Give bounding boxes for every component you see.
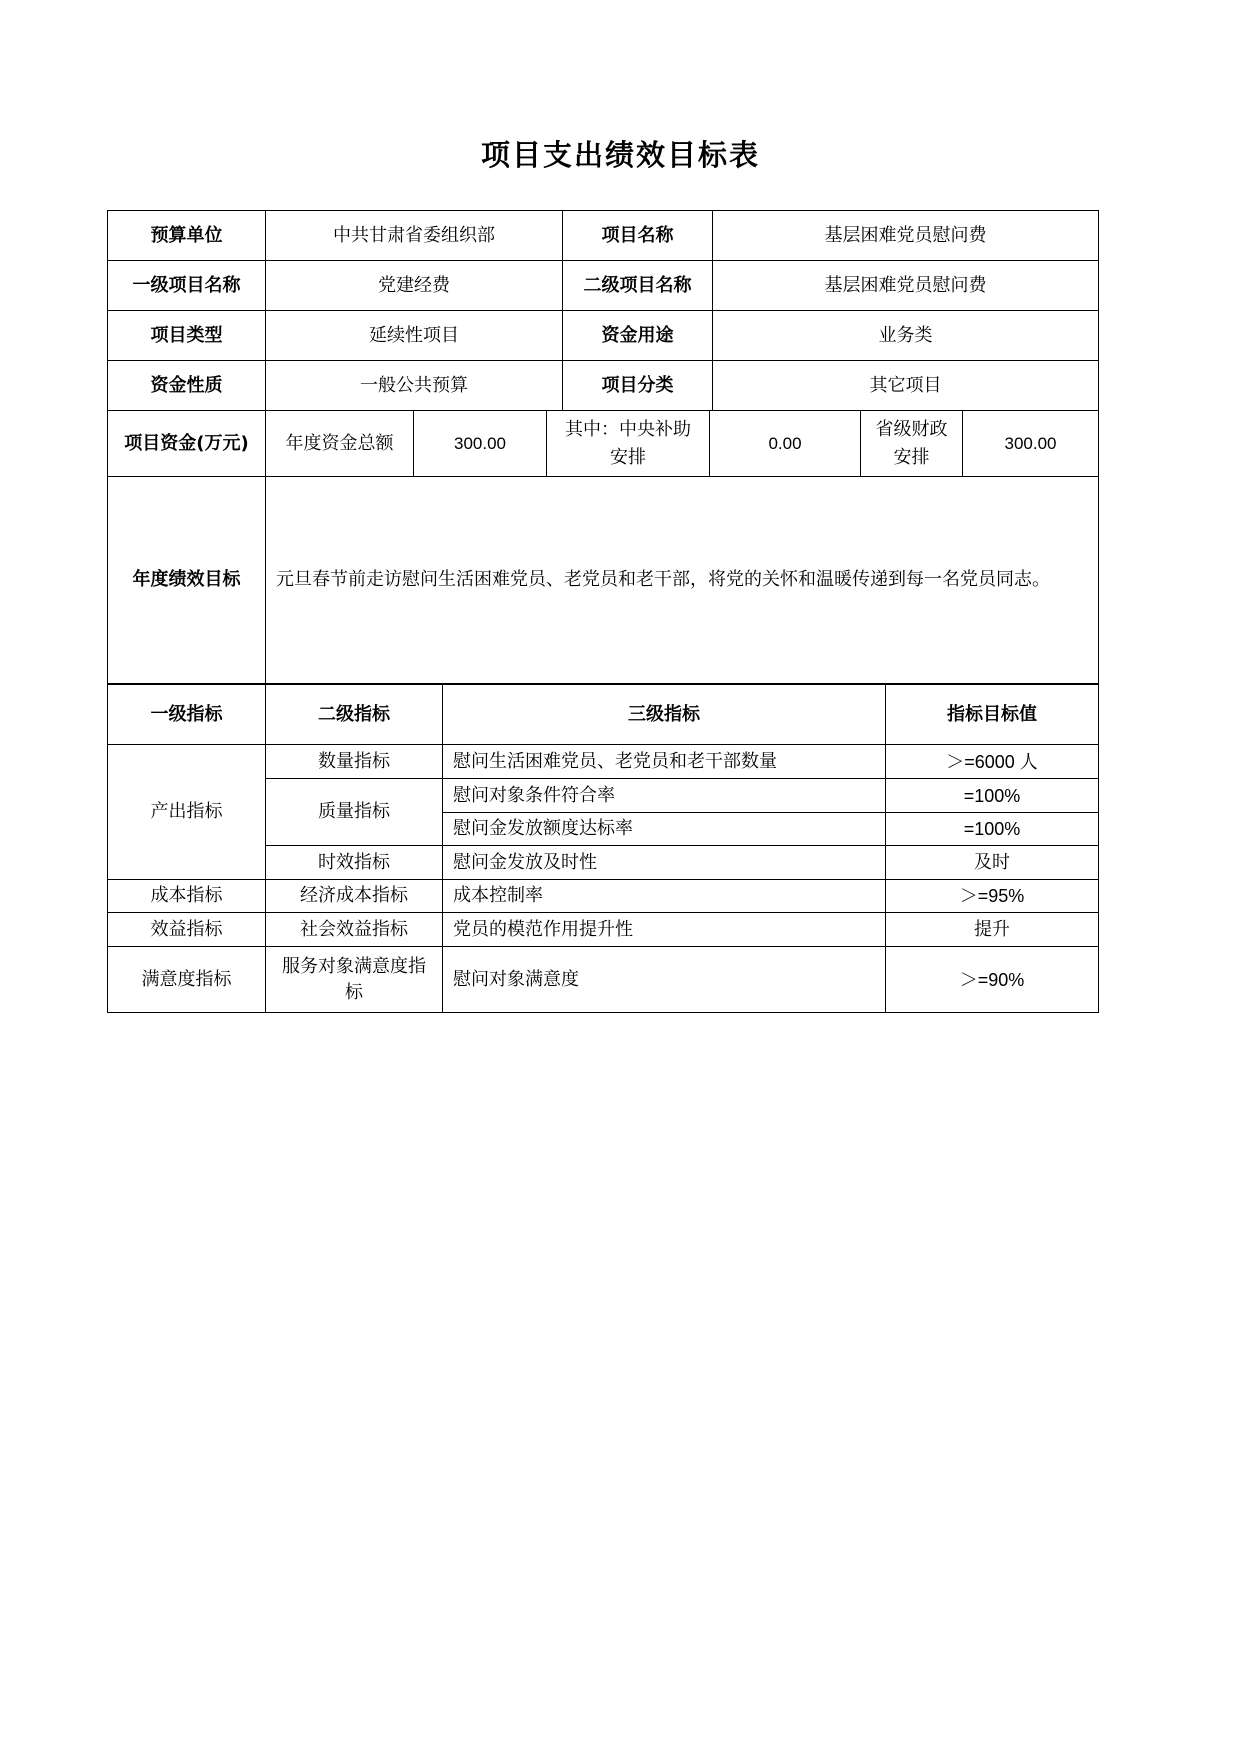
central-subsidy-label bbox=[547, 411, 710, 477]
provincial-label-line2: 安排 bbox=[893, 446, 930, 468]
quality-level2: 质量指标 bbox=[266, 779, 443, 846]
benefit-level2: 社会效益指标 bbox=[266, 913, 443, 947]
level2-name-label: 二级项目名称 bbox=[563, 261, 713, 311]
header-level3: 三级指标 bbox=[443, 685, 886, 745]
annual-goal-label: 年度绩效目标 bbox=[108, 477, 266, 684]
satisfaction-level2-line1: 服务对象满意度指 bbox=[282, 955, 426, 977]
quality-level3-b: 慰问金发放额度达标率 bbox=[443, 813, 886, 846]
table-row bbox=[108, 211, 1099, 261]
table-row bbox=[108, 361, 1099, 411]
table-row bbox=[108, 745, 1099, 779]
provincial-label bbox=[861, 411, 963, 477]
annual-goal-value: 元旦春节前走访慰问生活困难党员、老党员和老干部，将党的关怀和温暖传递到每一名党员同志。 bbox=[266, 477, 1099, 684]
project-category-value: 其它项目 bbox=[713, 361, 1099, 411]
central-subsidy-label-line1: 其中：中央补助 bbox=[565, 418, 691, 440]
satisfaction-target: ＞=90% bbox=[886, 947, 1099, 1013]
table-row bbox=[108, 411, 1099, 477]
table-row bbox=[108, 477, 1099, 684]
fund-use-value: 业务类 bbox=[713, 311, 1099, 361]
table-row bbox=[108, 880, 1099, 913]
satisfaction-level2-line2: 标 bbox=[345, 981, 363, 1003]
quantity-target: ＞=6000 人 bbox=[886, 745, 1099, 779]
project-info-table bbox=[107, 210, 1099, 684]
satisfaction-level3: 慰问对象满意度 bbox=[443, 947, 886, 1013]
project-type-label: 项目类型 bbox=[108, 311, 266, 361]
project-name-label: 项目名称 bbox=[563, 211, 713, 261]
page-title: 项目支出绩效目标表 bbox=[480, 138, 760, 172]
header-level1: 一级指标 bbox=[108, 685, 266, 745]
budget-unit-label: 预算单位 bbox=[108, 211, 266, 261]
benefit-target: 提升 bbox=[886, 913, 1099, 947]
quality-target-a: =100% bbox=[886, 779, 1099, 813]
provincial-label-line1: 省级财政 bbox=[875, 418, 948, 440]
header-level2: 二级指标 bbox=[266, 685, 443, 745]
level1-name-label: 一级项目名称 bbox=[108, 261, 266, 311]
table-row bbox=[108, 685, 1099, 745]
quality-target-b: =100% bbox=[886, 813, 1099, 846]
cost-level2: 经济成本指标 bbox=[266, 880, 443, 913]
funds-label: 项目资金(万元) bbox=[108, 411, 266, 477]
table-row bbox=[108, 261, 1099, 311]
cost-target: ＞=95% bbox=[886, 880, 1099, 913]
annual-total-value: 300.00 bbox=[414, 411, 547, 477]
timeliness-target: 及时 bbox=[886, 846, 1099, 880]
budget-unit-value: 中共甘肃省委组织部 bbox=[266, 211, 563, 261]
fund-use-label: 资金用途 bbox=[563, 311, 713, 361]
timeliness-level3: 慰问金发放及时性 bbox=[443, 846, 886, 880]
table-row bbox=[108, 913, 1099, 947]
quantity-level3: 慰问生活困难党员、老党员和老干部数量 bbox=[443, 745, 886, 779]
table-row bbox=[108, 311, 1099, 361]
indicators-table bbox=[107, 684, 1099, 1013]
timeliness-level2: 时效指标 bbox=[266, 846, 443, 880]
quality-level3-a: 慰问对象条件符合率 bbox=[443, 779, 886, 813]
benefit-level1: 效益指标 bbox=[108, 913, 266, 947]
annual-total-label: 年度资金总额 bbox=[266, 411, 414, 477]
level1-name-value: 党建经费 bbox=[266, 261, 563, 311]
cost-level3: 成本控制率 bbox=[443, 880, 886, 913]
satisfaction-level2 bbox=[266, 947, 443, 1013]
satisfaction-level1: 满意度指标 bbox=[108, 947, 266, 1013]
central-subsidy-label-line2: 安排 bbox=[610, 446, 646, 468]
project-type-value: 延续性项目 bbox=[266, 311, 563, 361]
quantity-level2: 数量指标 bbox=[266, 745, 443, 779]
project-name-value: 基层困难党员慰问费 bbox=[713, 211, 1099, 261]
central-subsidy-value: 0.00 bbox=[710, 411, 861, 477]
fund-nature-value: 一般公共预算 bbox=[266, 361, 563, 411]
project-category-label: 项目分类 bbox=[563, 361, 713, 411]
cost-level1: 成本指标 bbox=[108, 880, 266, 913]
level2-name-value: 基层困难党员慰问费 bbox=[713, 261, 1099, 311]
output-level1: 产出指标 bbox=[108, 745, 266, 880]
provincial-value: 300.00 bbox=[963, 411, 1099, 477]
fund-nature-label: 资金性质 bbox=[108, 361, 266, 411]
table-row bbox=[108, 947, 1099, 1013]
header-target: 指标目标值 bbox=[886, 685, 1099, 745]
benefit-level3: 党员的模范作用提升性 bbox=[443, 913, 886, 947]
